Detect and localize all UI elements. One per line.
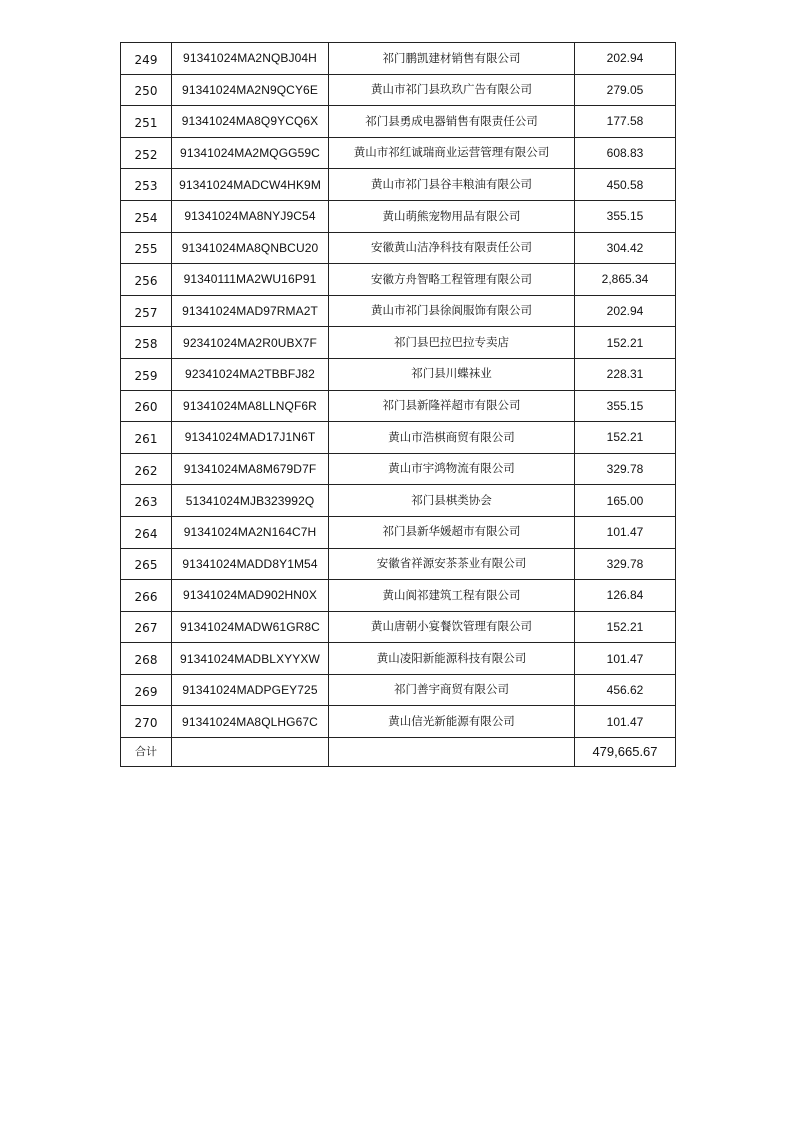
- row-number: 265: [121, 548, 172, 580]
- row-number: 260: [121, 390, 172, 422]
- amount: 355.15: [575, 390, 676, 422]
- table-row: [121, 611, 676, 643]
- company-name: 黄山市祁门县玖玖广告有限公司: [329, 74, 575, 106]
- amount: 152.21: [575, 327, 676, 359]
- row-number: 269: [121, 674, 172, 706]
- amount: 228.31: [575, 358, 676, 390]
- company-name: 黄山唐朝小宴餐饮管理有限公司: [329, 611, 575, 643]
- table-row: [121, 137, 676, 169]
- row-number: 256: [121, 264, 172, 296]
- table-row: [121, 643, 676, 675]
- table-row: [121, 232, 676, 264]
- table-row: [121, 674, 676, 706]
- row-number: 270: [121, 706, 172, 738]
- credit-code: 91341024MADPGEY725: [172, 674, 329, 706]
- total-amount: 479,665.67: [575, 738, 676, 767]
- table-row: [121, 358, 676, 390]
- credit-code: 91341024MA2NQBJ04H: [172, 43, 329, 75]
- table-row: [121, 169, 676, 201]
- row-number: 254: [121, 200, 172, 232]
- credit-code: 91341024MA2N9QCY6E: [172, 74, 329, 106]
- amount: 165.00: [575, 485, 676, 517]
- row-number: 263: [121, 485, 172, 517]
- taxpayer-table: [120, 42, 676, 767]
- credit-code: 91341024MA8LLNQF6R: [172, 390, 329, 422]
- credit-code: 91341024MA2MQGG59C: [172, 137, 329, 169]
- row-number: 253: [121, 169, 172, 201]
- table-row: [121, 390, 676, 422]
- row-number: 255: [121, 232, 172, 264]
- amount: 101.47: [575, 643, 676, 675]
- company-name: 祁门鹏凯建材销售有限公司: [329, 43, 575, 75]
- amount: 101.47: [575, 516, 676, 548]
- company-name: 安徽黄山洁净科技有限责任公司: [329, 232, 575, 264]
- row-number: 252: [121, 137, 172, 169]
- company-name: 祁门县新华媛超市有限公司: [329, 516, 575, 548]
- table-row: [121, 200, 676, 232]
- company-name: 祁门县勇成电器销售有限责任公司: [329, 106, 575, 138]
- amount: 355.15: [575, 200, 676, 232]
- credit-code: 91341024MA8Q9YCQ6X: [172, 106, 329, 138]
- row-number: 250: [121, 74, 172, 106]
- amount: 177.58: [575, 106, 676, 138]
- row-number: 262: [121, 453, 172, 485]
- credit-code: 91341024MA8QLHG67C: [172, 706, 329, 738]
- credit-code: 91341024MADW61GR8C: [172, 611, 329, 643]
- credit-code: 91341024MAD902HN0X: [172, 580, 329, 612]
- company-name: 黄山市浩棋商贸有限公司: [329, 422, 575, 454]
- credit-code: 91340111MA2WU16P91: [172, 264, 329, 296]
- amount: 450.58: [575, 169, 676, 201]
- row-number: 258: [121, 327, 172, 359]
- table-row: [121, 327, 676, 359]
- credit-code: 91341024MADD8Y1M54: [172, 548, 329, 580]
- company-name: 黄山阆祁建筑工程有限公司: [329, 580, 575, 612]
- table-row: [121, 548, 676, 580]
- row-number: 259: [121, 358, 172, 390]
- table-row: [121, 485, 676, 517]
- credit-code: 91341024MAD17J1N6T: [172, 422, 329, 454]
- credit-code: 51341024MJB323992Q: [172, 485, 329, 517]
- amount: 279.05: [575, 74, 676, 106]
- row-number: 257: [121, 295, 172, 327]
- row-number: 261: [121, 422, 172, 454]
- company-name: 黄山市祁红诚瑞商业运营管理有限公司: [329, 137, 575, 169]
- company-name: 祁门县新隆祥超市有限公司: [329, 390, 575, 422]
- company-name: 黄山市祁门县徐阆服饰有限公司: [329, 295, 575, 327]
- amount: 101.47: [575, 706, 676, 738]
- amount: 456.62: [575, 674, 676, 706]
- total-row: [121, 738, 676, 767]
- amount: 329.78: [575, 548, 676, 580]
- company-name: 黄山市祁门县谷丰粮油有限公司: [329, 169, 575, 201]
- amount: 202.94: [575, 43, 676, 75]
- company-name: 黄山凌阳新能源科技有限公司: [329, 643, 575, 675]
- table-row: [121, 422, 676, 454]
- company-name: 祁门县川蝶袜业: [329, 358, 575, 390]
- company-name: 黄山萌熊宠物用品有限公司: [329, 200, 575, 232]
- company-name: 黄山市宇鸿物流有限公司: [329, 453, 575, 485]
- table-row: [121, 43, 676, 75]
- company-name: 黄山信光新能源有限公司: [329, 706, 575, 738]
- credit-code: 92341024MA2R0UBX7F: [172, 327, 329, 359]
- company-name: 祁门县巴拉巴拉专卖店: [329, 327, 575, 359]
- row-number: 268: [121, 643, 172, 675]
- company-name: 祁门县棋类协会: [329, 485, 575, 517]
- credit-code: 91341024MA2N164C7H: [172, 516, 329, 548]
- credit-code: 91341024MAD97RMA2T: [172, 295, 329, 327]
- row-number: 264: [121, 516, 172, 548]
- table-row: [121, 295, 676, 327]
- credit-code: 91341024MADCW4HK9M: [172, 169, 329, 201]
- total-name-cell: [329, 738, 575, 767]
- row-number: 249: [121, 43, 172, 75]
- table-row: [121, 706, 676, 738]
- row-number: 267: [121, 611, 172, 643]
- amount: 202.94: [575, 295, 676, 327]
- credit-code: 91341024MA8NYJ9C54: [172, 200, 329, 232]
- amount: 329.78: [575, 453, 676, 485]
- credit-code: 91341024MA8QNBCU20: [172, 232, 329, 264]
- amount: 304.42: [575, 232, 676, 264]
- row-number: 266: [121, 580, 172, 612]
- table-row: [121, 264, 676, 296]
- amount: 608.83: [575, 137, 676, 169]
- total-label: 合计: [121, 738, 172, 767]
- row-number: 251: [121, 106, 172, 138]
- amount: 126.84: [575, 580, 676, 612]
- table-row: [121, 106, 676, 138]
- credit-code: 92341024MA2TBBFJ82: [172, 358, 329, 390]
- amount: 152.21: [575, 611, 676, 643]
- amount: 2,865.34: [575, 264, 676, 296]
- total-code-cell: [172, 738, 329, 767]
- company-name: 祁门善宇商贸有限公司: [329, 674, 575, 706]
- credit-code: 91341024MA8M679D7F: [172, 453, 329, 485]
- table-row: [121, 74, 676, 106]
- table-row: [121, 453, 676, 485]
- company-name: 安徽方舟智略工程管理有限公司: [329, 264, 575, 296]
- table-row: [121, 580, 676, 612]
- table-row: [121, 516, 676, 548]
- company-name: 安徽省祥源安茶茶业有限公司: [329, 548, 575, 580]
- credit-code: 91341024MADBLXYYXW: [172, 643, 329, 675]
- amount: 152.21: [575, 422, 676, 454]
